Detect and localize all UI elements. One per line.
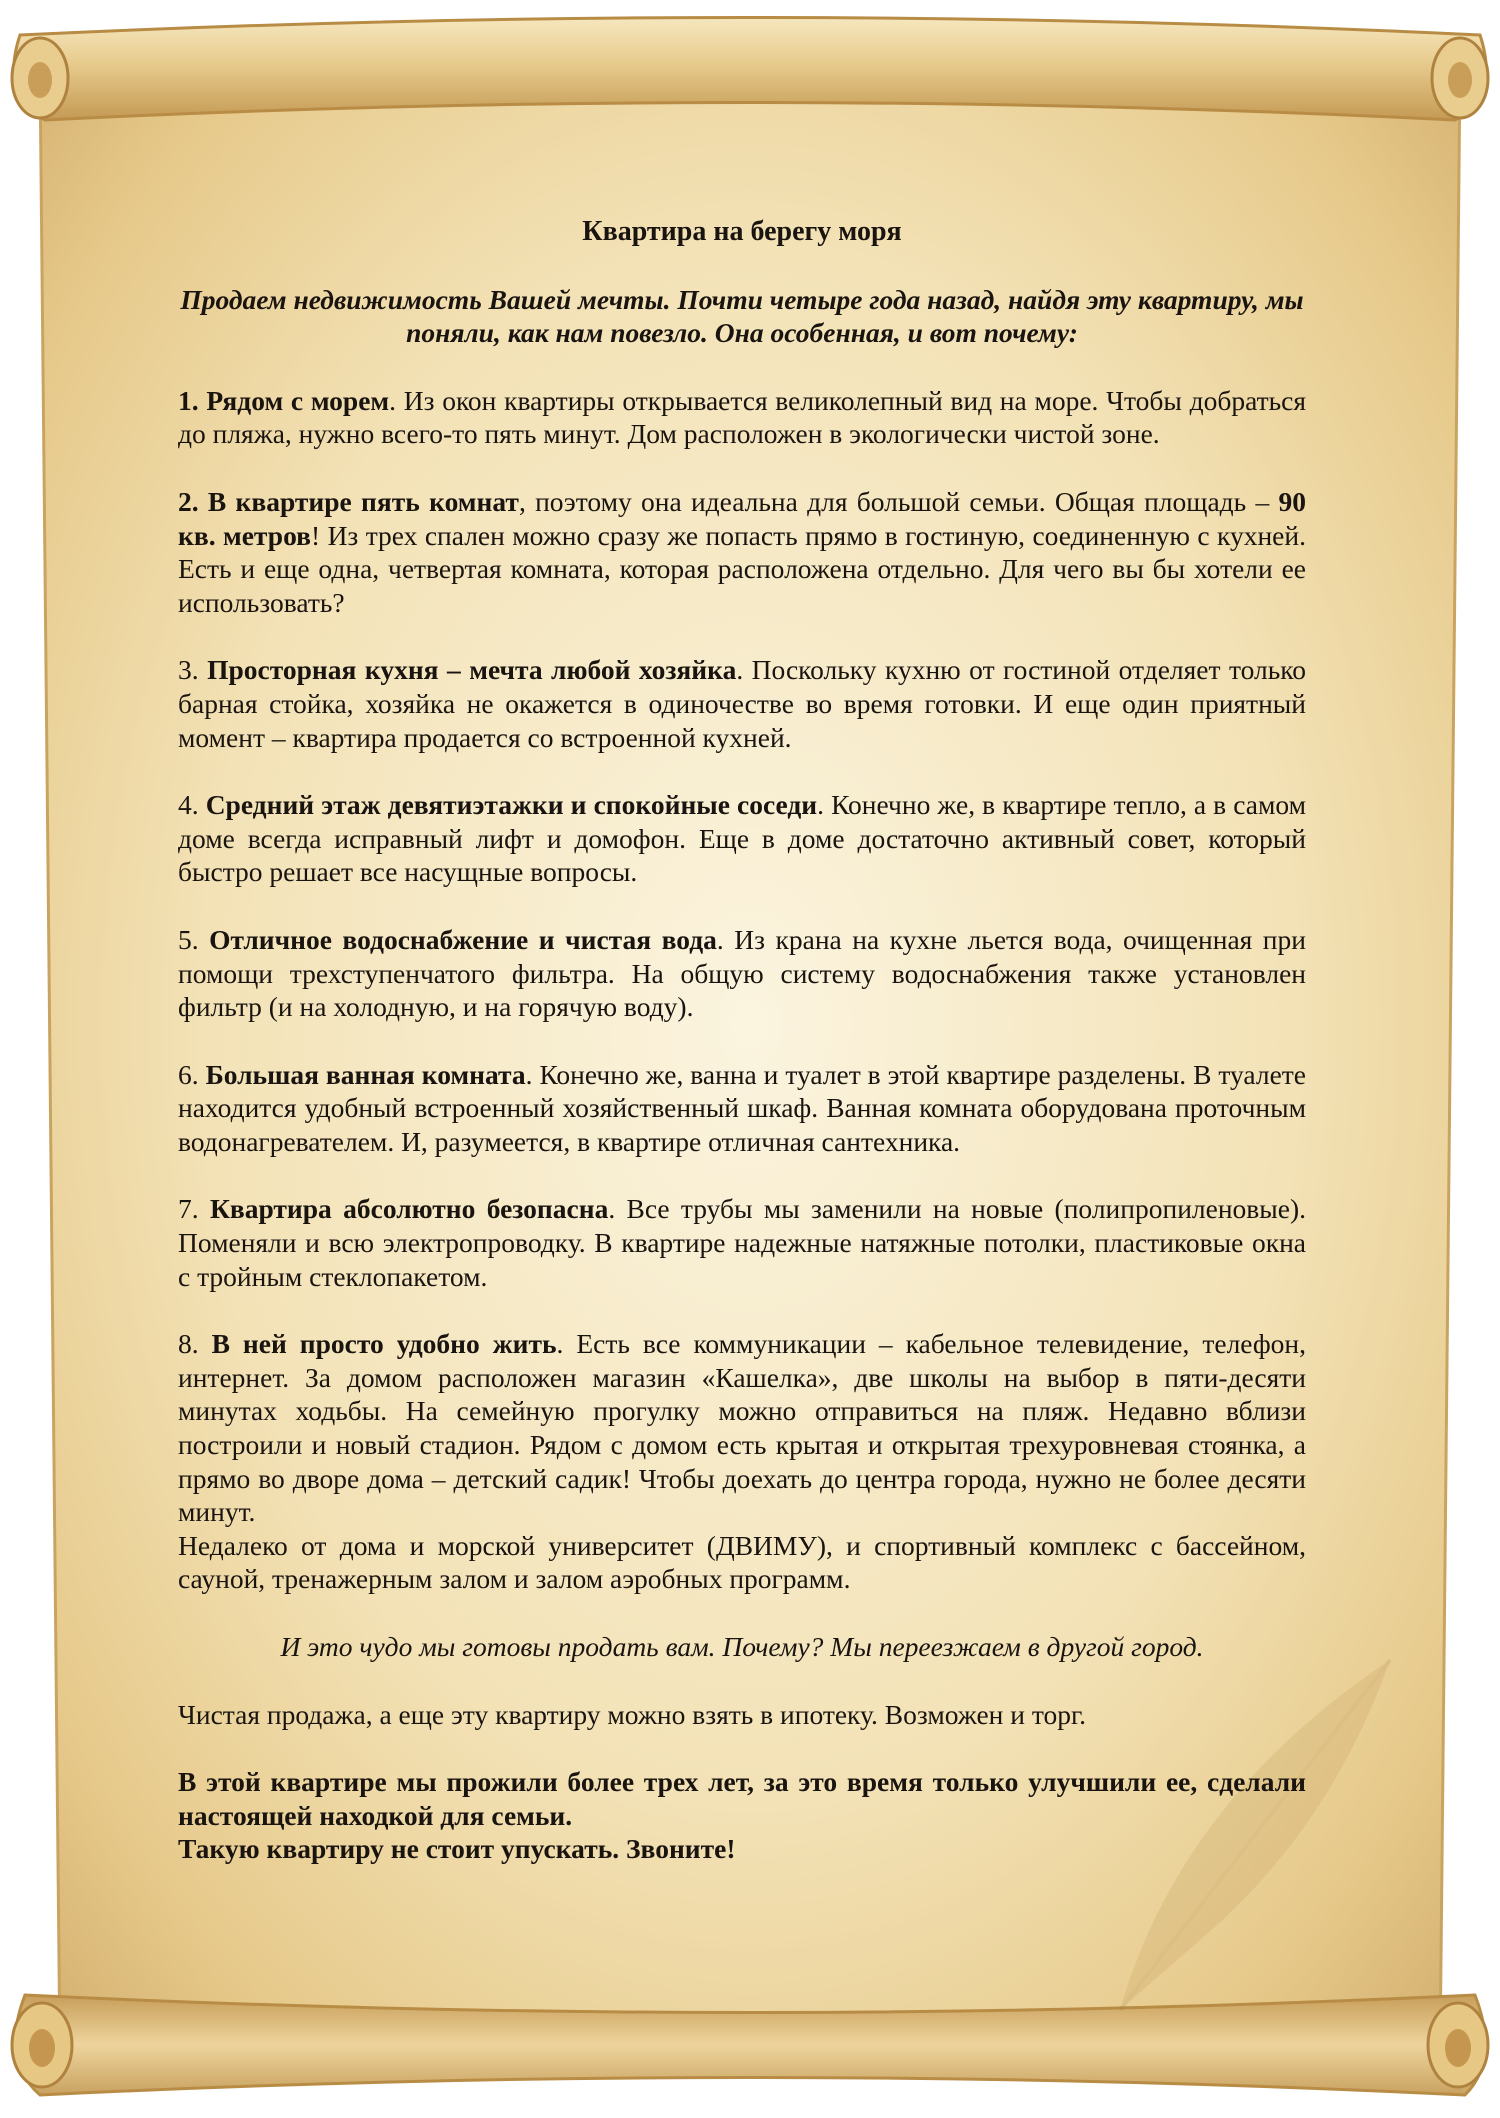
item-heading: Большая ванная комната: [205, 1058, 526, 1090]
item-text: , поэтому она идеальна для большой семьи. Общая площадь –: [518, 485, 1270, 517]
intro-paragraph: Продаем недвижимость Вашей мечты. Почти четыре года назад, найдя эту квартиру, мы поняли, как нам повезло. Она особенная, и вот почему:: [180, 283, 1304, 349]
list-item: [178, 1192, 1306, 1293]
item-heading: В ней просто удобно жить: [211, 1328, 557, 1360]
item-number: 8.: [178, 1328, 199, 1360]
item-area-value: 90 кв. метров: [178, 485, 1306, 551]
item-number: 5.: [178, 923, 199, 955]
list-item: [178, 1327, 1306, 1596]
item-heading: Квартира абсолютно безопасна: [209, 1193, 609, 1225]
item-number: 3.: [178, 654, 199, 686]
item-text: . Поскольку кухню от гостиной отделяет только барная стойка, хозяйка не окажется в одиночестве во время готовки. И еще один приятный момент – квартира продается со встроенной кухней.: [178, 654, 1306, 753]
item-heading: Отличное водоснабжение и чистая вода: [209, 923, 717, 955]
list-item: [178, 1058, 1306, 1159]
list-item: [178, 485, 1306, 619]
final-call-to-action: Такую квартиру не стоит упускать. Звоните!: [178, 1833, 736, 1865]
item-text: . Конечно же, в квартире тепло, а в самом доме всегда исправный лифт и домофон. Еще в доме достаточно активный совет, который быстро решает все насущные вопросы.: [178, 789, 1306, 888]
item-extra-text: Недалеко от дома и морской университет (ДВИМУ), и спортивный комплекс с бассейном, сауной, тренажерным залом и залом аэробных программ.: [178, 1529, 1306, 1595]
page-title: Квартира на берегу моря: [582, 216, 902, 247]
item-number: 7.: [178, 1193, 199, 1225]
item-text: . Конечно же, ванна и туалет в этой квартире разделены. В туалете находится удобный встроенный хозяйственный шкаф. Ванная комната оборудована проточным водонагревателем. И, разумеется, в квартире отличная сантехника.: [178, 1058, 1306, 1157]
item-text: . Из окон квартиры открывается великолепный вид на море. Чтобы добраться до пляжа, нужно всего-то пять минут. Дом расположен в экологически чистой зоне.: [178, 384, 1306, 450]
item-text: . Из крана на кухне льется вода, очищенная при помощи трехступенчатого фильтра. На общую систему водоснабжения также установлен фильтр (и на холодную, и на горячую воду).: [178, 923, 1306, 1023]
document-body: [178, 215, 1306, 1866]
sale-note: Чистая продажа, а еще эту квартиру можно взять в ипотеку. Возможен и торг.: [178, 1698, 1087, 1730]
list-item: [178, 923, 1306, 1024]
item-heading: В квартире пять комнат: [207, 485, 519, 517]
item-text: . Есть все коммуникации – кабельное телевидение, телефон, интернет. За домом расположен магазин «Кашелка», две школы на выбор в пяти-десяти минутах ходьбы. На семейную прогулку можно отправиться на пляж. Недавно вблизи построили и новый стадион. Рядом с домом есть крытая и открытая трехуровневая стоянка, а прямо во дворе дома – детский садик! Чтобы доехать до центра города, нужно не более десяти минут.: [178, 1328, 1307, 1528]
list-item: [178, 384, 1306, 451]
item-heading: Рядом с морем: [206, 384, 390, 416]
list-item: [178, 788, 1306, 889]
list-item: [178, 653, 1306, 754]
final-appeal: [178, 1765, 1306, 1866]
final-line: В этой квартире мы прожили более трех лет, за это время только улучшили ее, сделали настоящей находкой для семьи.: [178, 1766, 1306, 1831]
item-heading: Средний этаж девятиэтажки и спокойные соседи: [205, 789, 818, 821]
item-text-continued: ! Из трех спален можно сразу же попасть прямо в гостиную, соединенную с кухней. Есть и еще одна, четвертая комната, которая расположена отдельно. Для чего вы бы хотели ее использовать?: [178, 519, 1306, 618]
item-heading: Просторная кухня – мечта любой хозяйка: [207, 654, 737, 686]
item-number: 1.: [178, 384, 199, 416]
item-text: . Все трубы мы заменили на новые (полипропиленовые). Поменяли и всю электропроводку. В квартире надежные натяжные потолки, пластиковые окна с тройным стеклопакетом.: [178, 1193, 1307, 1292]
closing-italic-line: И это чудо мы готовы продать вам. Почему? Мы переезжаем в другой город.: [280, 1631, 1204, 1662]
item-number: 6.: [178, 1058, 199, 1090]
item-number: 2.: [178, 485, 199, 517]
item-number: 4.: [178, 789, 199, 821]
